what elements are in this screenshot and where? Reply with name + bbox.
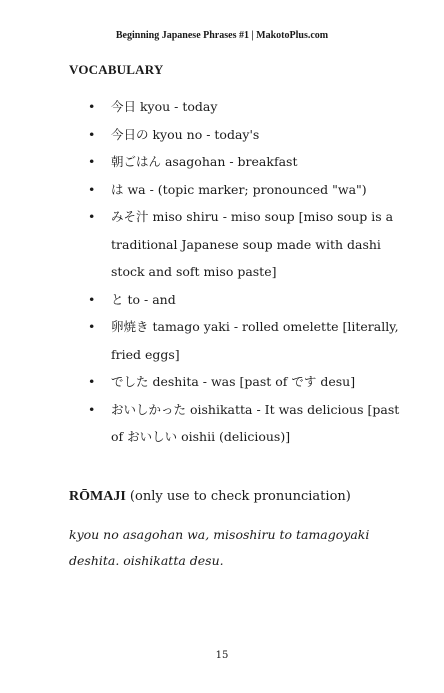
romaji-heading	[69, 489, 351, 505]
romaji-title: RŌMAJI	[69, 489, 126, 504]
vocabulary-list	[88, 93, 408, 451]
vocab-entry: と to - and	[111, 291, 176, 307]
list-item	[88, 313, 408, 368]
bullet-icon: •	[88, 319, 96, 334]
vocab-entry: は wa - (topic marker; pronounced "wa")	[111, 181, 367, 197]
vocab-entry: みそ汁 miso shiru - miso soup [miso soup is a traditional Japanese soup made with dashi stock and soft miso paste]	[111, 209, 394, 279]
vocab-entry: 朝ごはん asagohan - breakfast	[111, 154, 298, 169]
vocab-entry: 今日の kyou no - today's	[111, 126, 260, 142]
list-item	[88, 396, 408, 451]
list-item	[88, 368, 408, 396]
list-item	[88, 203, 408, 286]
vocab-entry: おいしかった oishikatta - It was delicious [past of おいしい oishii (delicious)]	[111, 401, 400, 444]
bullet-icon: •	[88, 126, 96, 142]
vocab-entry: でした deshita - was [past of です desu]	[111, 374, 356, 389]
vocab-entry: 今日 kyou - today	[111, 99, 218, 114]
romaji-sentence: kyou no asagohan wa, misoshiru to tamagoyaki deshita. oishikatta desu.	[69, 527, 370, 568]
list-item	[88, 121, 408, 149]
page-number: 15	[215, 650, 229, 661]
list-item	[88, 148, 408, 176]
vocab-entry: 卵焼き tamago yaki - rolled omelette [literally, fried eggs]	[111, 319, 399, 362]
bullet-icon: •	[88, 401, 96, 417]
vocabulary-heading: VOCABULARY	[69, 62, 164, 77]
bullet-icon: •	[88, 209, 96, 224]
romaji-note: (only use to check pronunciation)	[129, 489, 351, 504]
bullet-icon: •	[88, 374, 96, 389]
bullet-icon: •	[88, 154, 96, 169]
list-item	[88, 93, 408, 121]
bullet-icon: •	[88, 291, 96, 307]
list-item	[88, 286, 408, 314]
list-item	[88, 176, 408, 204]
bullet-icon: •	[88, 181, 96, 197]
bullet-icon: •	[88, 99, 96, 114]
page-header: Beginning Japanese Phrases #1 | MakotoPlus.com	[115, 30, 329, 41]
